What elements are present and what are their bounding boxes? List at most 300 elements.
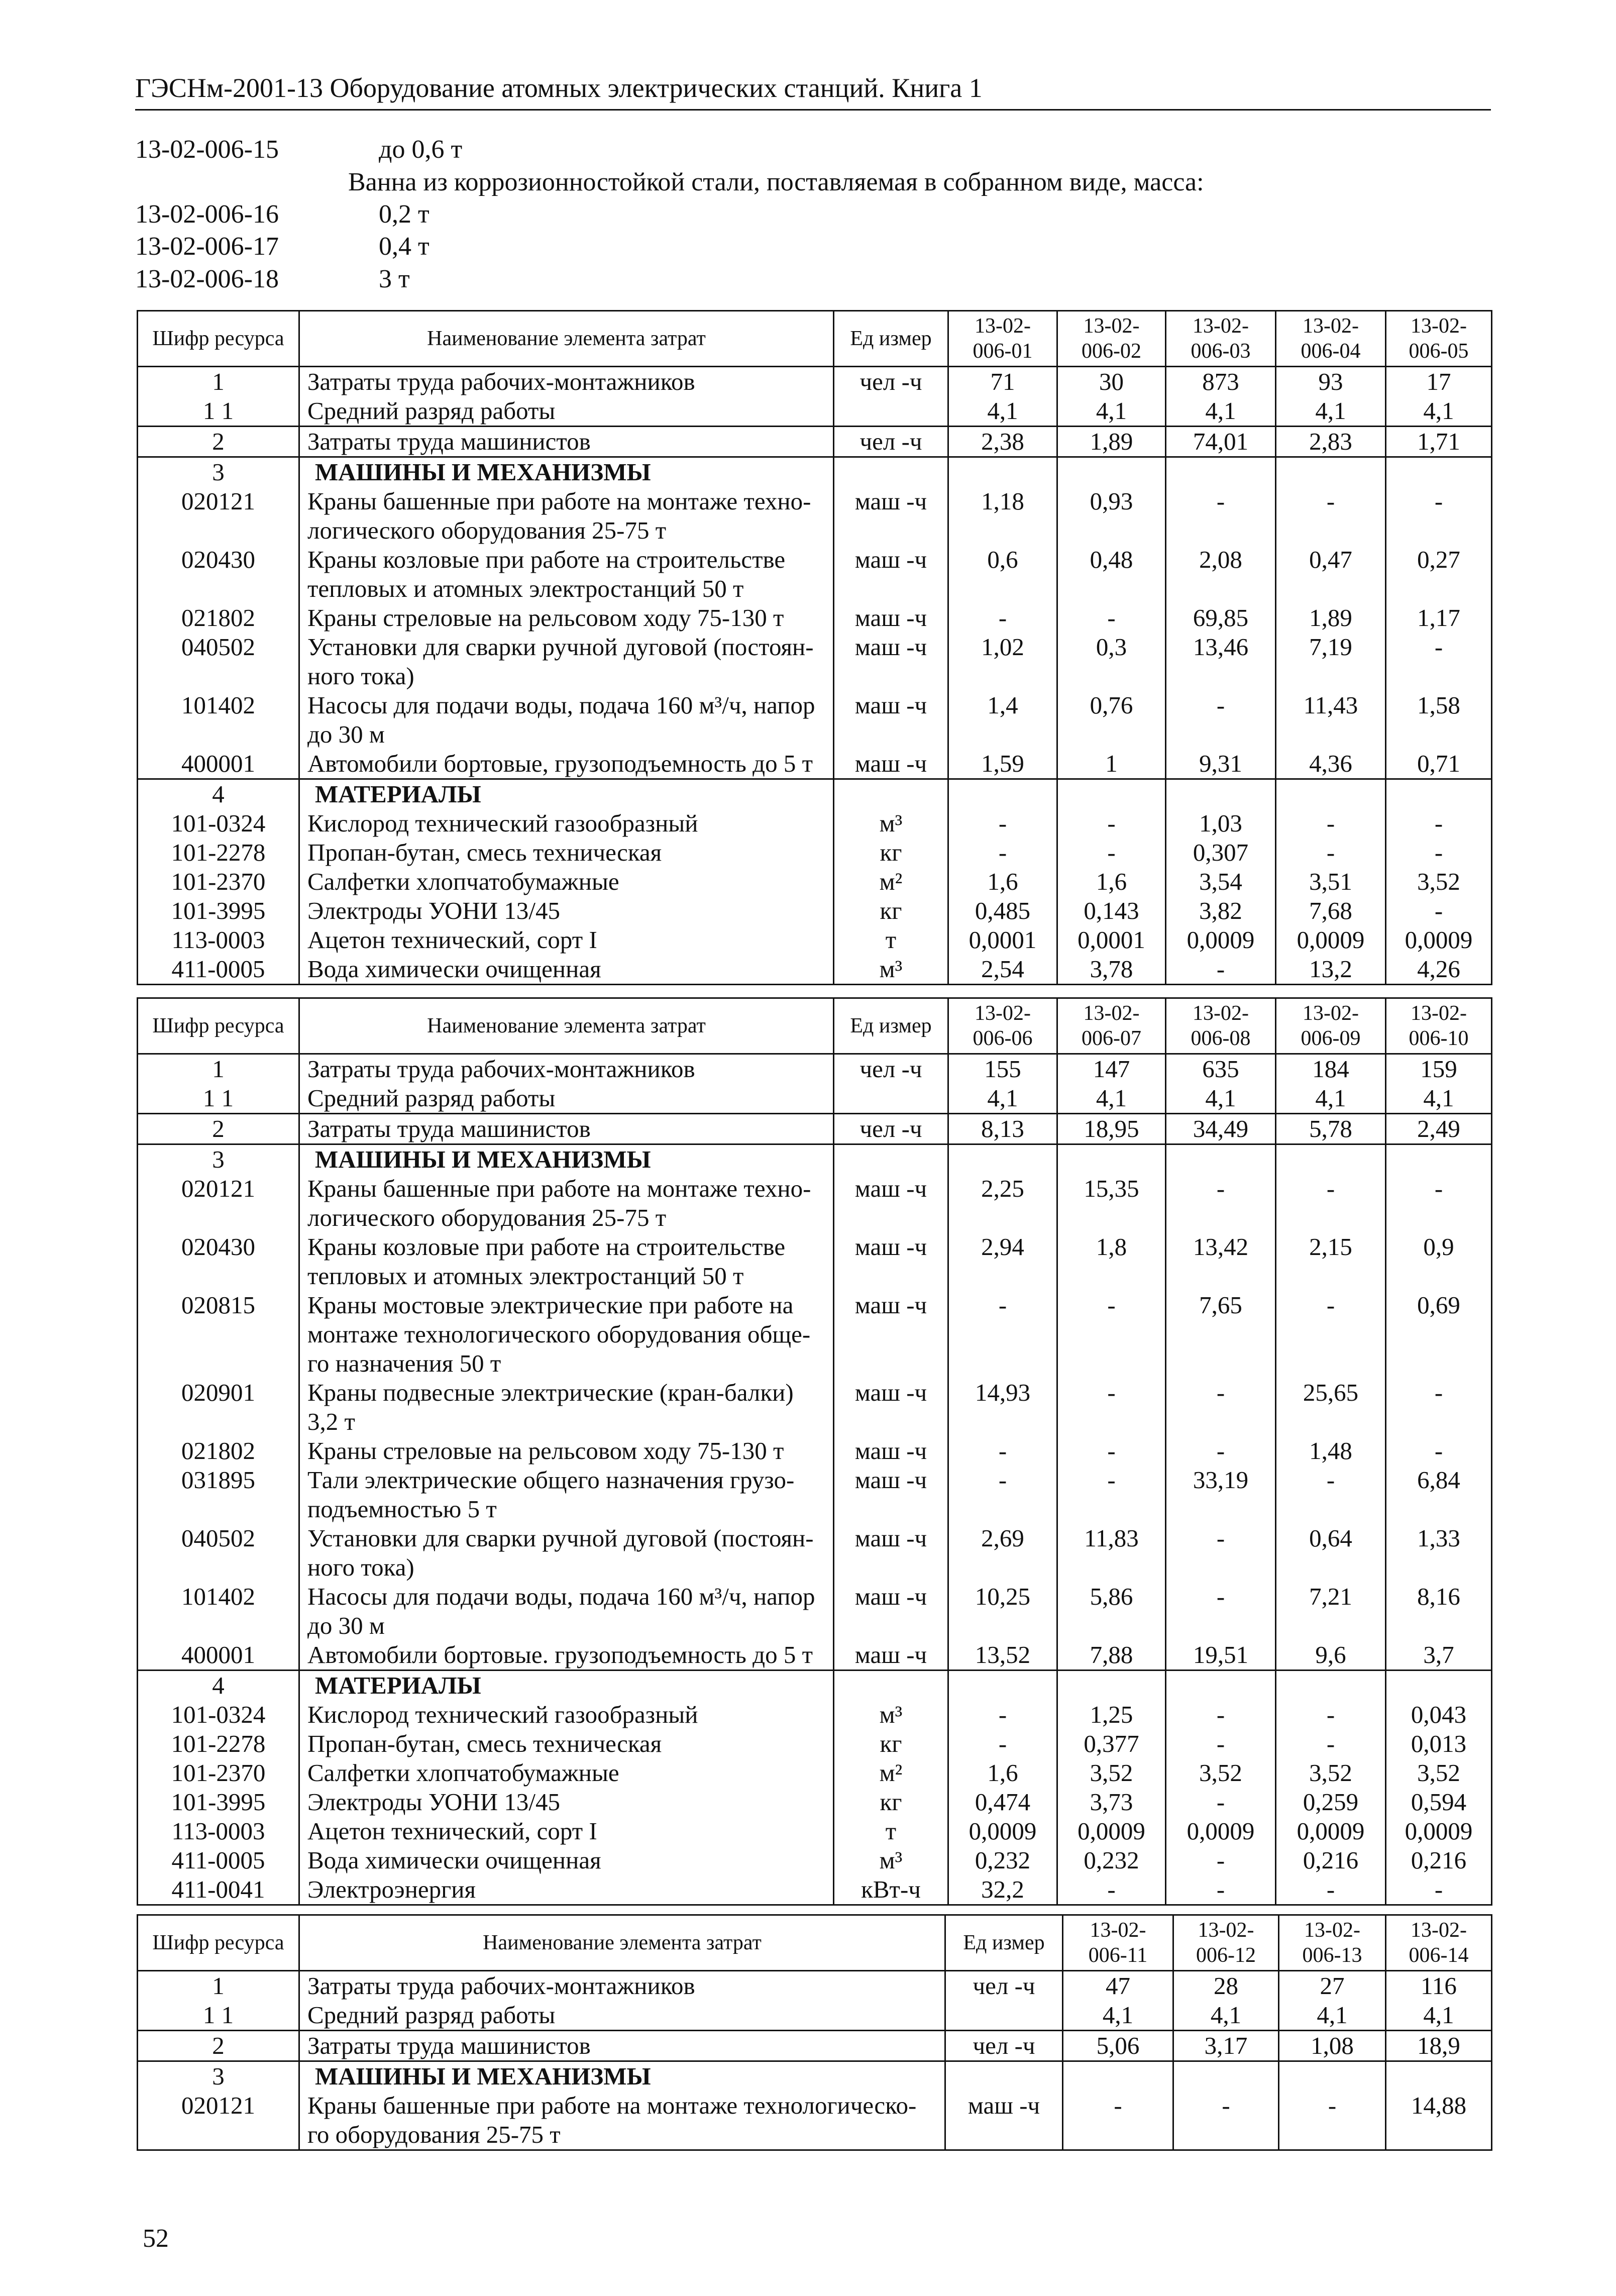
table-row — [138, 1729, 1492, 1758]
column-header-norm — [948, 311, 1057, 367]
resource-name-line: Затраты труда машинистов — [307, 1115, 591, 1142]
norm-value: 5,86 — [1057, 1582, 1166, 1640]
column-header-norm — [1279, 1915, 1386, 1971]
norm-value: 4,1 — [948, 1084, 1057, 1114]
norm-mass: до 0,6 т — [379, 135, 463, 164]
norm-value — [948, 457, 1057, 487]
norm-value: 6,84 — [1386, 1466, 1492, 1524]
norm-value: 3,54 — [1166, 867, 1276, 896]
resource-code: 101402 — [138, 1582, 299, 1640]
unit-of-measure — [945, 2061, 1063, 2092]
resource-name — [299, 487, 834, 545]
table-header-row — [138, 998, 1492, 1054]
norm-value: 0,93 — [1057, 487, 1166, 545]
norm-value: 0,0009 — [1276, 925, 1386, 955]
norm-value: 1,08 — [1279, 2031, 1386, 2061]
table-row — [138, 1174, 1492, 1232]
table-body — [138, 367, 1492, 985]
resource-code: 1 — [138, 367, 299, 397]
resource-name-line: Кислород технический газообразный — [307, 1701, 698, 1728]
norm-value: 74,01 — [1166, 427, 1276, 457]
section-row — [138, 2061, 1492, 2092]
resource-name — [299, 2031, 945, 2061]
norm-value: 1,59 — [948, 749, 1057, 779]
norm-value: 4,1 — [1166, 396, 1276, 427]
resource-code: 411-0005 — [138, 1846, 299, 1875]
norm-value — [948, 779, 1057, 809]
resource-code: 020901 — [138, 1378, 299, 1436]
resource-name-line: Затраты труда рабочих-монтажников — [307, 1055, 695, 1083]
unit-of-measure: маш -ч — [834, 1291, 948, 1378]
resource-code: 040502 — [138, 1524, 299, 1582]
norm-value — [1386, 779, 1492, 809]
column-header-code: Шифр ресурса — [138, 998, 299, 1054]
norm-value: 32,2 — [948, 1875, 1057, 1905]
unit-of-measure: чел -ч — [834, 1114, 948, 1144]
table-row — [138, 1291, 1492, 1378]
norm-value: 4,1 — [1386, 2001, 1492, 2031]
norm-value: - — [1386, 633, 1492, 691]
table-row — [138, 1524, 1492, 1582]
resource-code: 101-3995 — [138, 896, 299, 925]
unit-of-measure: м³ — [834, 1846, 948, 1875]
resource-name-line: Затраты труда машинистов — [307, 428, 591, 455]
resource-name — [299, 1582, 834, 1640]
intro-line — [135, 166, 1491, 198]
norm-value: 0,0009 — [948, 1817, 1057, 1846]
column-header-norm-line: 13-02- — [1083, 315, 1140, 338]
resource-name — [299, 925, 834, 955]
norm-value: 4,1 — [1057, 1084, 1166, 1114]
norm-value: 0,3 — [1057, 633, 1166, 691]
resource-code: 2 — [138, 1114, 299, 1144]
resource-name-line: Краны стреловые на рельсовом ходу 75-130 т — [307, 604, 784, 632]
norm-value: 0,69 — [1386, 1291, 1492, 1378]
norm-group-description: Ванна из коррозионностойкой стали, поставляемая в собранном виде, масса: — [348, 168, 1204, 196]
norm-value: 0,71 — [1386, 749, 1492, 779]
norm-value: - — [948, 603, 1057, 633]
norm-value: 13,2 — [1276, 955, 1386, 985]
norm-value — [1276, 779, 1386, 809]
norm-value: 0,485 — [948, 896, 1057, 925]
norm-value: - — [948, 1291, 1057, 1378]
norm-value — [1173, 2061, 1279, 2092]
column-header-name: Наименование элемента затрат — [299, 1915, 945, 1971]
resource-code: 3 — [138, 2061, 299, 2092]
resource-code: 020815 — [138, 1291, 299, 1378]
norm-value: 1,4 — [948, 691, 1057, 749]
norm-value — [1057, 457, 1166, 487]
resource-name — [299, 1788, 834, 1817]
column-header-norm-line: 006-05 — [1409, 340, 1469, 363]
section-title: МАТЕРИАЛЫ — [315, 1672, 481, 1699]
column-header-norm — [1276, 311, 1386, 367]
resource-name — [299, 809, 834, 838]
resource-name-line: Насосы для подачи воды, подача 160 м³/ч, напор — [307, 691, 815, 719]
norm-value: 0,594 — [1386, 1788, 1492, 1817]
resource-name-line: до 30 м — [307, 720, 385, 748]
table-head — [138, 311, 1492, 367]
norm-value: - — [1166, 1788, 1276, 1817]
norm-value: 19,51 — [1166, 1640, 1276, 1671]
norm-value — [1063, 2061, 1173, 2092]
resource-code: 020430 — [138, 545, 299, 603]
resource-name — [299, 1144, 834, 1175]
column-header-code: Шифр ресурса — [138, 1915, 299, 1971]
column-header-norm — [1386, 1915, 1492, 1971]
table-row — [138, 925, 1492, 955]
resource-name — [299, 367, 834, 397]
resource-table-3 — [137, 1914, 1491, 2151]
resource-code: 1 1 — [138, 396, 299, 427]
resource-table-2 — [137, 997, 1491, 1906]
norm-value — [1386, 1671, 1492, 1701]
resource-name-line: Средний разряд работы — [307, 2001, 556, 2029]
unit-of-measure: маш -ч — [834, 1378, 948, 1436]
norm-value: - — [1279, 2091, 1386, 2150]
norm-value: 30 — [1057, 367, 1166, 397]
norm-value: - — [1166, 1174, 1276, 1232]
norm-value: 147 — [1057, 1054, 1166, 1084]
norm-value: 18,9 — [1386, 2031, 1492, 2061]
norm-value: 0,27 — [1386, 545, 1492, 603]
resource-name-line: Салфетки хлопчатобумажные — [307, 1759, 619, 1787]
column-header-norm — [1386, 998, 1492, 1054]
section-row — [138, 1671, 1492, 1701]
resource-name-line: Затраты труда машинистов — [307, 2032, 591, 2059]
norm-value: 1,89 — [1057, 427, 1166, 457]
resource-name-line: Электроды УОНИ 13/45 — [307, 1788, 561, 1816]
norm-value: 2,49 — [1386, 1114, 1492, 1144]
resource-name — [299, 2001, 945, 2031]
norm-value: 28 — [1173, 1971, 1279, 2001]
norm-value — [1057, 1671, 1166, 1701]
table-row — [138, 603, 1492, 633]
norm-value — [948, 1671, 1057, 1701]
resource-code: 2 — [138, 427, 299, 457]
unit-of-measure — [834, 1144, 948, 1175]
norm-value: 0,307 — [1166, 838, 1276, 867]
unit-of-measure: кг — [834, 1788, 948, 1817]
norm-value: 4,1 — [1166, 1084, 1276, 1114]
resource-name-line: Средний разряд работы — [307, 1084, 556, 1112]
intro-line — [135, 134, 1491, 166]
table-row — [138, 1846, 1492, 1875]
norm-value: - — [1276, 809, 1386, 838]
unit-of-measure: чел -ч — [834, 1054, 948, 1084]
header-rule — [135, 109, 1491, 111]
norm-value: 9,31 — [1166, 749, 1276, 779]
norm-value: 4,1 — [1173, 2001, 1279, 2031]
resource-name-line: монтаже технологического оборудования обще- — [307, 1320, 811, 1348]
norm-value: 0,216 — [1386, 1846, 1492, 1875]
norm-value: 13,46 — [1166, 633, 1276, 691]
cost-table — [137, 310, 1492, 985]
unit-of-measure: маш -ч — [834, 1174, 948, 1232]
unit-of-measure: маш -ч — [834, 633, 948, 691]
norm-value: 33,19 — [1166, 1466, 1276, 1524]
norm-value: - — [1057, 1466, 1166, 1524]
column-header-norm — [1166, 998, 1276, 1054]
unit-of-measure — [834, 457, 948, 487]
column-header-norm — [1063, 1915, 1173, 1971]
resource-code: 411-0005 — [138, 955, 299, 985]
norm-value: 17 — [1386, 367, 1492, 397]
column-header-norm-line: 13-02- — [1083, 1002, 1140, 1025]
table-body — [138, 1971, 1492, 2150]
resource-code: 1 — [138, 1971, 299, 2001]
resource-name-line: Краны козловые при работе на строительстве — [307, 546, 786, 573]
resource-name — [299, 603, 834, 633]
norm-value: 0,043 — [1386, 1700, 1492, 1729]
norm-value: 15,35 — [1057, 1174, 1166, 1232]
norm-value: 2,15 — [1276, 1232, 1386, 1291]
column-header-code: Шифр ресурса — [138, 311, 299, 367]
unit-of-measure: маш -ч — [834, 1582, 948, 1640]
norm-value: - — [1386, 1174, 1492, 1232]
resource-name-line: тепловых и атомных электростанций 50 т — [307, 575, 744, 602]
column-header-norm-line: 13-02- — [1303, 1002, 1359, 1025]
norm-value: 1,89 — [1276, 603, 1386, 633]
resource-name-line: Насосы для подачи воды, подача 160 м³/ч, напор — [307, 1583, 815, 1610]
norm-value: 4,1 — [1386, 1084, 1492, 1114]
norm-value — [1166, 457, 1276, 487]
norm-value: 7,65 — [1166, 1291, 1276, 1378]
column-header-norm-line: 006-01 — [973, 340, 1033, 363]
norm-value: 1,6 — [948, 867, 1057, 896]
norm-value: 1,33 — [1386, 1524, 1492, 1582]
norm-value: 7,68 — [1276, 896, 1386, 925]
norm-value: 5,78 — [1276, 1114, 1386, 1144]
norm-value: 25,65 — [1276, 1378, 1386, 1436]
column-header-norm-line: 13-02- — [1193, 1002, 1249, 1025]
resource-table-1 — [137, 310, 1491, 985]
table-row — [138, 1054, 1492, 1084]
norm-value: 1,48 — [1276, 1436, 1386, 1466]
norm-value: 1,71 — [1386, 427, 1492, 457]
norm-value: 4,36 — [1276, 749, 1386, 779]
column-header-unit: Ед измер — [945, 1915, 1063, 1971]
column-header-norm-line: 006-13 — [1302, 1944, 1362, 1967]
resource-code: 021802 — [138, 603, 299, 633]
resource-name — [299, 2061, 945, 2092]
norm-value: 116 — [1386, 1971, 1492, 2001]
norm-code: 13-02-006-18 — [135, 265, 279, 293]
norm-value: - — [1166, 955, 1276, 985]
norm-value: 0,48 — [1057, 545, 1166, 603]
column-header-norm-line: 006-12 — [1196, 1944, 1256, 1967]
norm-value: 0,64 — [1276, 1524, 1386, 1582]
table-row — [138, 633, 1492, 691]
unit-of-measure: маш -ч — [834, 1524, 948, 1582]
resource-code: 411-0041 — [138, 1875, 299, 1905]
norm-value — [1386, 457, 1492, 487]
resource-code: 101-2278 — [138, 838, 299, 867]
table-row — [138, 1378, 1492, 1436]
column-header-norm — [1166, 311, 1276, 367]
norm-code: 13-02-006-15 — [135, 135, 279, 164]
column-header-norm-line: 006-14 — [1409, 1944, 1469, 1967]
table-row — [138, 896, 1492, 925]
unit-of-measure: чел -ч — [945, 1971, 1063, 2001]
norm-value: 1,6 — [948, 1758, 1057, 1788]
norm-value: 3,52 — [1166, 1758, 1276, 1788]
cost-table — [137, 1914, 1492, 2151]
unit-of-measure: кг — [834, 838, 948, 867]
resource-name-line: Установки для сварки ручной дуговой (постоян- — [307, 633, 814, 661]
table-row — [138, 1758, 1492, 1788]
norm-value: 2,08 — [1166, 545, 1276, 603]
norm-value: 1,58 — [1386, 691, 1492, 749]
unit-of-measure: маш -ч — [834, 545, 948, 603]
unit-of-measure: м² — [834, 867, 948, 896]
resource-name — [299, 1084, 834, 1114]
intro-line — [135, 231, 1491, 263]
unit-of-measure — [834, 396, 948, 427]
table-row — [138, 1582, 1492, 1640]
resource-code: 031895 — [138, 1466, 299, 1524]
unit-of-measure: кВт-ч — [834, 1875, 948, 1905]
table-row — [138, 1700, 1492, 1729]
unit-of-measure — [834, 779, 948, 809]
resource-name-line: Краны башенные при работе на монтаже техно- — [307, 487, 811, 515]
resource-name-line: Автомобили бортовые. грузоподъемность до 5 т — [307, 1641, 813, 1668]
resource-name — [299, 1114, 834, 1144]
norm-value: 0,76 — [1057, 691, 1166, 749]
resource-name-line: Краны мостовые электрические при работе на — [307, 1291, 794, 1319]
unit-of-measure: маш -ч — [834, 603, 948, 633]
column-header-norm-line: 13-02- — [975, 1002, 1031, 1025]
resource-name-line: Вода химически очищенная — [307, 955, 601, 983]
table-row — [138, 1788, 1492, 1817]
resource-name-line: Салфетки хлопчатобумажные — [307, 868, 619, 895]
resource-name-line: тепловых и атомных электростанций 50 т — [307, 1262, 744, 1290]
resource-name — [299, 1700, 834, 1729]
resource-name-line: Краны стреловые на рельсовом ходу 75-130 т — [307, 1437, 784, 1465]
resource-name — [299, 838, 834, 867]
norm-value: 27 — [1279, 1971, 1386, 2001]
norm-value: - — [1386, 1436, 1492, 1466]
unit-of-measure: чел -ч — [945, 2031, 1063, 2061]
resource-name-line: до 30 м — [307, 1612, 385, 1639]
norm-value: 4,1 — [1063, 2001, 1173, 2031]
unit-of-measure — [945, 2001, 1063, 2031]
resource-code: 4 — [138, 779, 299, 809]
unit-of-measure: чел -ч — [834, 427, 948, 457]
resource-name-line: Пропан-бутан, смесь техническая — [307, 839, 662, 866]
norm-value: - — [948, 1436, 1057, 1466]
norm-value: - — [1276, 1466, 1386, 1524]
norm-value: 0,0001 — [1057, 925, 1166, 955]
table-row — [138, 749, 1492, 779]
norm-value: 0,232 — [948, 1846, 1057, 1875]
section-row — [138, 779, 1492, 809]
norm-value: 0,0009 — [1276, 1817, 1386, 1846]
unit-of-measure: м³ — [834, 955, 948, 985]
norm-value: 0,0009 — [1386, 1817, 1492, 1846]
norm-value: 13,52 — [948, 1640, 1057, 1671]
norm-value: 3,78 — [1057, 955, 1166, 985]
norm-value: 0,0001 — [948, 925, 1057, 955]
norm-value: - — [1276, 838, 1386, 867]
norm-value: 4,1 — [1279, 2001, 1386, 2031]
resource-name-line: Пропан-бутан, смесь техническая — [307, 1730, 662, 1757]
norm-value: 4,1 — [1386, 396, 1492, 427]
norm-value: 4,1 — [1276, 1084, 1386, 1114]
column-header-norm-line: 13-02- — [1411, 1919, 1467, 1942]
column-header-norm-line: 13-02- — [1304, 1919, 1360, 1942]
norm-value: - — [1386, 838, 1492, 867]
page-number: 52 — [143, 2224, 169, 2253]
resource-name — [299, 1671, 834, 1701]
norm-value: - — [1166, 1436, 1276, 1466]
resource-name-line: логического оборудования 25-75 т — [307, 1204, 667, 1231]
norm-value: - — [1386, 1875, 1492, 1905]
norm-value: 1,17 — [1386, 603, 1492, 633]
section-title: МАШИНЫ И МЕХАНИЗМЫ — [315, 2062, 651, 2090]
norm-value: 71 — [948, 367, 1057, 397]
resource-name — [299, 691, 834, 749]
norm-value: 2,94 — [948, 1232, 1057, 1291]
table-row — [138, 2001, 1492, 2031]
table-row — [138, 2031, 1492, 2061]
section-title: МАШИНЫ И МЕХАНИЗМЫ — [315, 458, 651, 486]
norm-value: 2,25 — [948, 1174, 1057, 1232]
column-header-norm-line: 006-07 — [1082, 1027, 1141, 1050]
norm-value: - — [1166, 1875, 1276, 1905]
column-header-norm — [1386, 311, 1492, 367]
column-header-norm — [948, 998, 1057, 1054]
norm-value: 7,19 — [1276, 633, 1386, 691]
norm-value: 47 — [1063, 1971, 1173, 2001]
resource-code: 101-2278 — [138, 1729, 299, 1758]
unit-of-measure: м³ — [834, 1700, 948, 1729]
resource-name-line: Краны башенные при работе на монтаже техно- — [307, 1175, 811, 1202]
resource-name — [299, 955, 834, 985]
norm-value: - — [1386, 896, 1492, 925]
table-row — [138, 1875, 1492, 1905]
norm-value: 1,03 — [1166, 809, 1276, 838]
section-title: МАШИНЫ И МЕХАНИЗМЫ — [315, 1145, 651, 1173]
norm-value: 3,52 — [1057, 1758, 1166, 1788]
cost-table — [137, 997, 1492, 1906]
unit-of-measure: маш -ч — [834, 1640, 948, 1671]
resource-name — [299, 1174, 834, 1232]
resource-code: 101-0324 — [138, 1700, 299, 1729]
unit-of-measure: маш -ч — [834, 487, 948, 545]
resource-code: 020121 — [138, 2091, 299, 2150]
norm-value: 1,02 — [948, 633, 1057, 691]
resource-name — [299, 779, 834, 809]
resource-code: 101402 — [138, 691, 299, 749]
column-header-norm — [1276, 998, 1386, 1054]
norm-value: - — [1166, 691, 1276, 749]
norm-value: 155 — [948, 1054, 1057, 1084]
norm-value: 4,1 — [1276, 396, 1386, 427]
norm-value: - — [1166, 1582, 1276, 1640]
table-row — [138, 955, 1492, 985]
resource-name-line: Ацетон технический, сорт I — [307, 1817, 597, 1845]
norm-value: - — [1276, 487, 1386, 545]
norm-value: - — [1276, 1729, 1386, 1758]
column-header-norm-line: 13-02- — [1090, 1919, 1146, 1942]
norm-value: 14,88 — [1386, 2091, 1492, 2150]
column-header-unit: Ед измер — [834, 998, 948, 1054]
norm-value: 5,06 — [1063, 2031, 1173, 2061]
norm-value: 7,88 — [1057, 1640, 1166, 1671]
resource-name — [299, 457, 834, 487]
norm-value: 635 — [1166, 1054, 1276, 1084]
